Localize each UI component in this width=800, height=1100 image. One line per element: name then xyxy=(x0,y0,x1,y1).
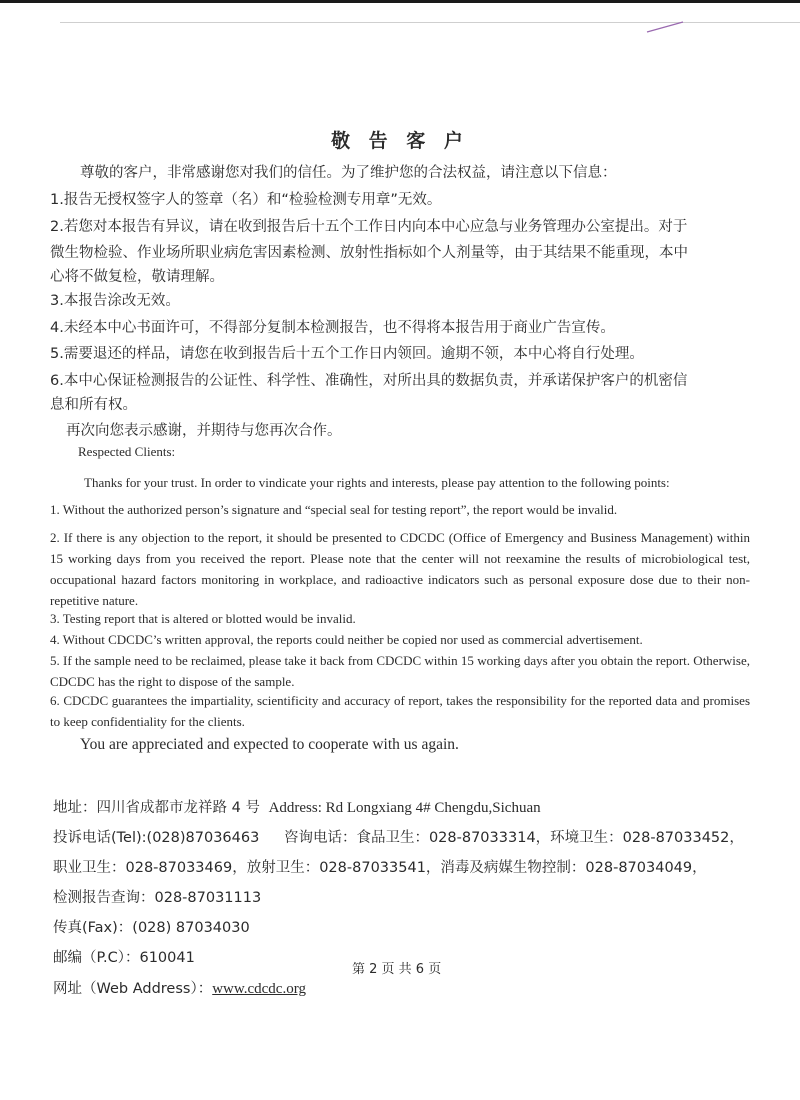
web-address-label: 网址（Web Address）： xyxy=(53,981,213,997)
phone-line-1 xyxy=(53,826,773,847)
en-item-4: 4. Without CDCDC’s written approval, the reports could neither be copied nor used as commercial advertisement. xyxy=(50,632,643,647)
zh-item-2-line-2: 微生物检验、作业场所职业病危害因素检测、放射性指标如个人剂量等，由于其结果不能重现，本中 xyxy=(50,245,688,261)
zh-item-2-line-3: 心将不做复检，敬请理解。 xyxy=(50,269,224,285)
web-address-link[interactable]: www.cdcdc.org xyxy=(212,981,306,997)
web-address-line xyxy=(53,977,773,998)
scan-divider-line xyxy=(60,22,800,23)
en-item-2: 2. If there is any objection to the report, it should be presented to CDCDC (Office of Emergency and Business Management) within 15 working days from you received the report. Please note that the center will not reexamine the results of microbiological test, occupational hazard factors monitoring in workplace, and radioactive indicators such as personal exposure dose due to their non-repetitive nature. xyxy=(50,530,750,608)
en-item-6: 6. CDCDC guarantees the impartiality, scientificity and accuracy of report, takes the responsibility for the reported data and promises to keep confidentiality for the clients. xyxy=(50,693,750,729)
zh-item-3: 3.本报告涂改无效。 xyxy=(50,293,180,309)
zh-item-2-line-1: 2.若您对本报告有异议，请在收到报告后十五个工作日内向本中心应急与业务管理办公室提出。对于 xyxy=(50,219,688,235)
en-salutation: Respected Clients: xyxy=(78,444,176,459)
zh-item-5: 5.需要退还的样品，请您在收到报告后十五个工作日内领回。逾期不领，本中心将自行处理。 xyxy=(50,346,644,362)
address-zh: 地址：四川省成都市龙祥路 4 号 xyxy=(53,800,260,816)
report-query-phone: 检测报告查询：028-87031113 xyxy=(53,890,262,906)
consult-phone-2: 职业卫生：028-87033469，放射卫生：028-87033541，消毒及病媒生物控制：028-87034049， xyxy=(53,860,707,876)
consult-phone-1: 咨询电话：食品卫生：028-87033314，环境卫生：028-87033452， xyxy=(283,830,744,846)
en-item-5: 5. If the sample need to be reclaimed, please take it back from CDCDC within 15 working days after you obtain the report. Otherwise, CDCDC has the right to dispose of the sample. xyxy=(50,653,750,689)
address-en: Address: Rd Longxiang 4# Chengdu,Sichuan xyxy=(268,800,541,816)
en-item-3: 3. Testing report that is altered or blotted would be invalid. xyxy=(50,611,356,626)
en-intro: Thanks for your trust. In order to vindicate your rights and interests, please pay attention to the following points: xyxy=(84,475,670,490)
scan-top-edge xyxy=(0,0,800,3)
page-title: 敬 告 客 户 xyxy=(331,130,469,152)
page-number: 第 2 页 共 6 页 xyxy=(352,962,442,977)
postcode: 邮编（P.C）：610041 xyxy=(53,950,195,966)
en-item-1: 1. Without the authorized person’s signature and “special seal for testing report”, the report would be invalid. xyxy=(50,502,618,517)
zh-item-4: 4.未经本中心书面许可，不得部分复制本检测报告，也不得将本报告用于商业广告宣传。 xyxy=(50,320,615,336)
complaint-phone: 投诉电话(Tel):(028)87036463 xyxy=(53,830,260,846)
pen-stroke-mark xyxy=(645,20,685,34)
zh-item-1: 1.报告无授权签字人的签章（名）和“检验检测专用章”无效。 xyxy=(50,192,442,208)
address-line xyxy=(53,796,773,817)
zh-closing: 再次向您表示感谢，并期待与您再次合作。 xyxy=(66,423,342,439)
fax-number: 传真(Fax)：(028) 87034030 xyxy=(53,920,250,936)
zh-item-6-line-1: 6.本中心保证检测报告的公证性、科学性、准确性，对所出具的数据负责，并承诺保护客户的机密信 xyxy=(50,373,688,389)
zh-intro: 尊敬的客户，非常感谢您对我们的信任。为了维护您的合法权益，请注意以下信息： xyxy=(80,165,617,181)
en-closing: You are appreciated and expected to cooperate with us again. xyxy=(80,736,459,753)
zh-item-6-line-2: 息和所有权。 xyxy=(50,397,137,413)
